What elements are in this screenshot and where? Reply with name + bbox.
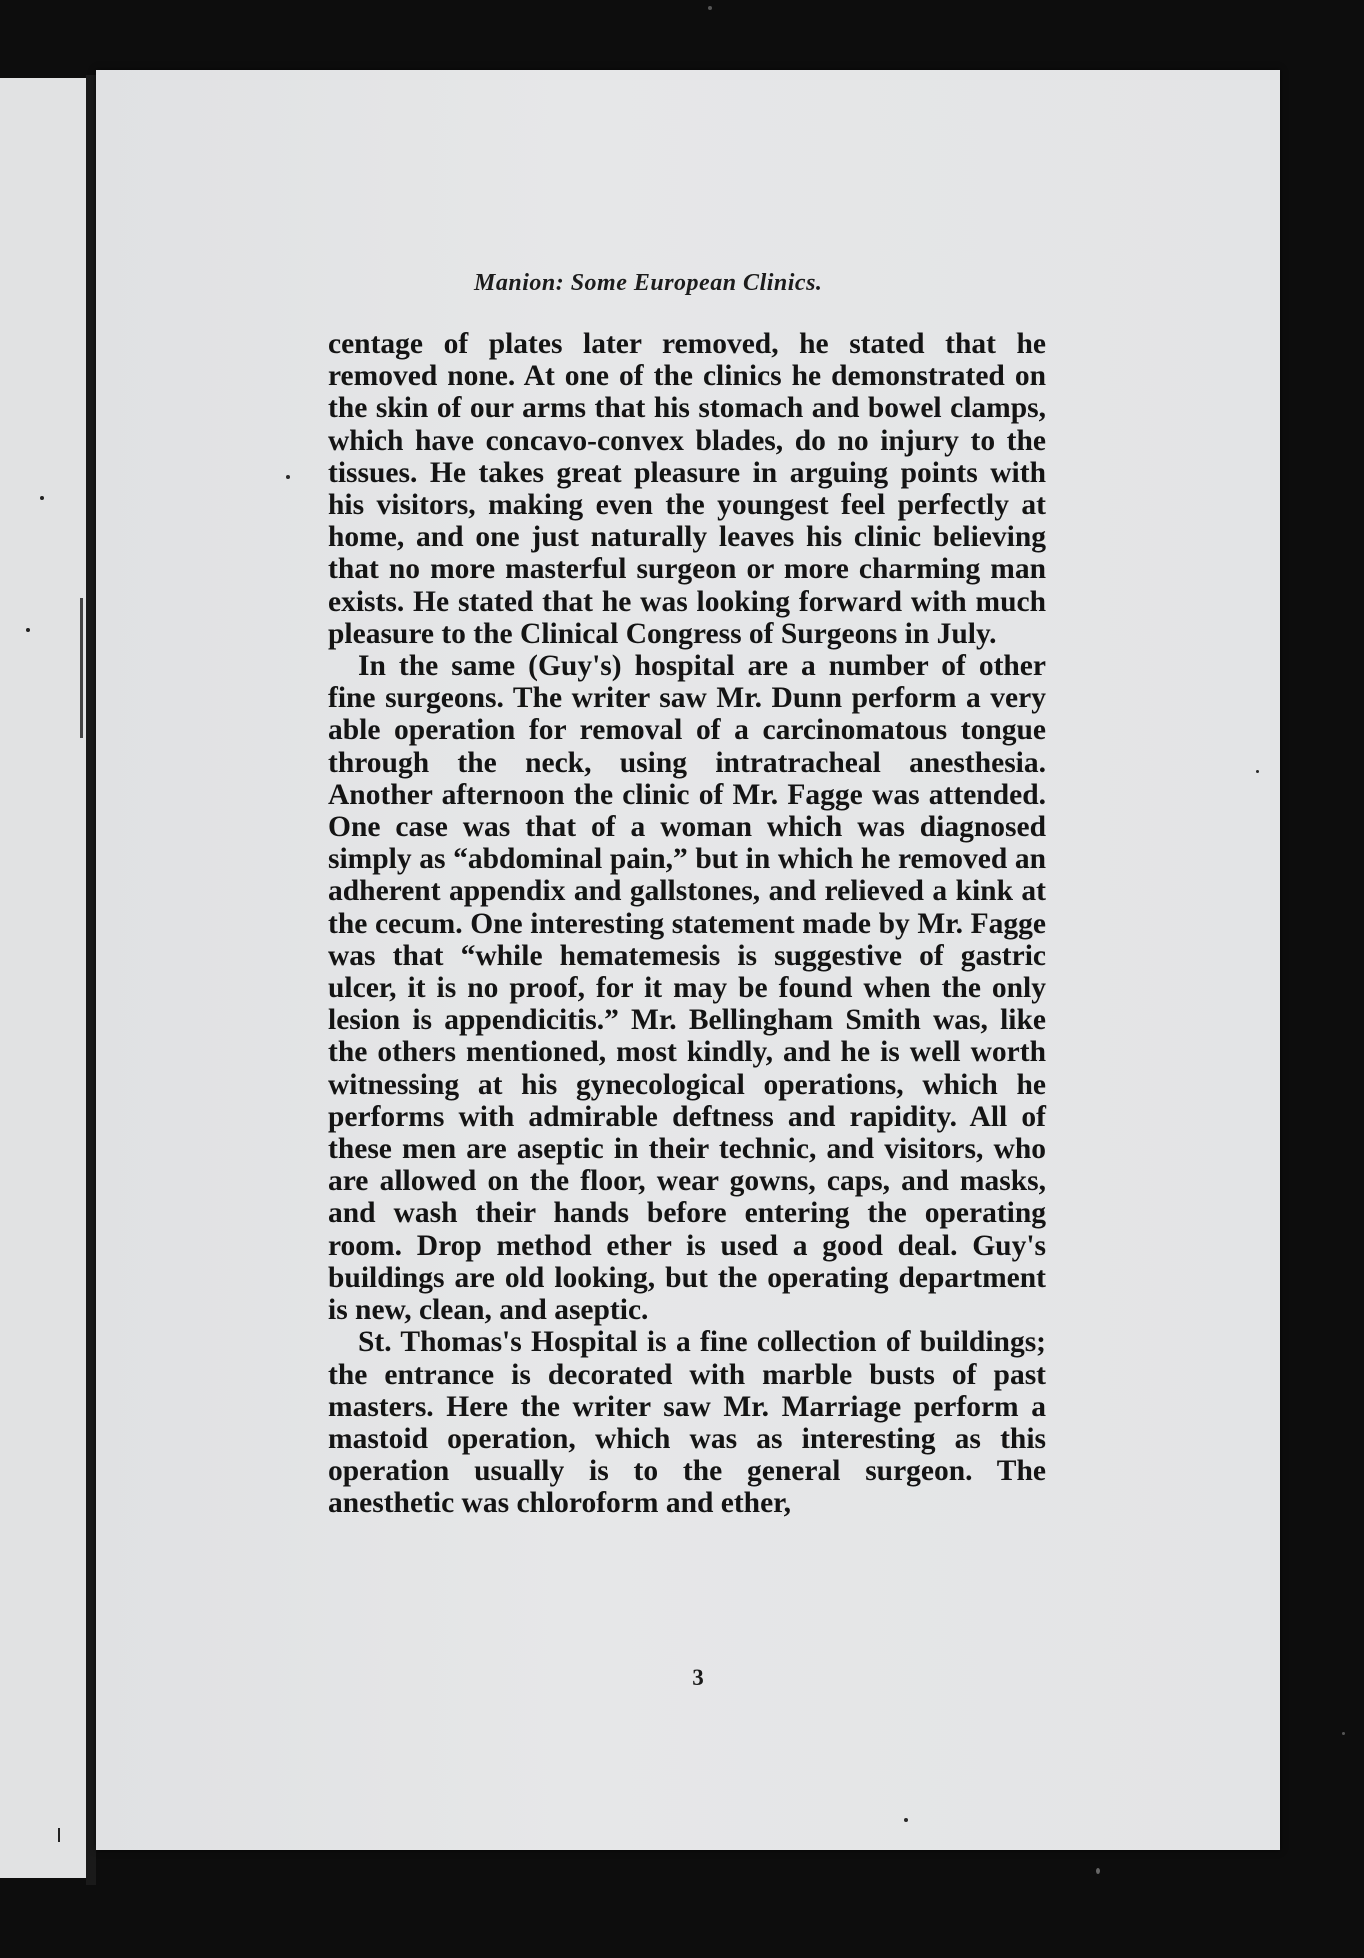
adjacent-page-strip [0,78,90,1878]
scan-speck [1342,1732,1345,1735]
scanned-page [96,70,1280,1850]
page-number: 3 [692,1665,704,1690]
scan-speck [904,1818,908,1822]
running-head: Manion: Some European Clinics. [474,270,823,296]
scan-speck [1256,770,1259,773]
scan-speck [58,1828,60,1842]
paragraph-2: In the same (Guy's) hospital are a number of other fine surgeons. The writer saw Mr. Dunn perform a very able operation for removal of a carcinomatous tongue through the neck, using intratracheal anesthesia. Another afternoon the clinic of Mr. Fagge was attended. One case was that of a woman which was diagnosed simply as “abdominal pain,” but in which he removed an adherent appendix and gallstones, and relieved a kink at the cecum. One interesting statement made by Mr. Fagge was that “while hematemesis is suggestive of gastric ulcer, it is no proof, for it may be found when the only lesion is appendicitis.” Mr. Bellingham Smith was, like the others mentioned, most kindly, and he is well worth witnessing at his gynecological operations, which he performs with admirable deftness and rapidity. All of these men are aseptic in their technic, and visitors, who are allowed on the floor, wear gowns, caps, and masks, and wash their hands before entering the operating room. Drop method ether is used a good deal. Guy's buildings are old looking, but the operating department is new, clean, and aseptic. [328,650,1046,1327]
scan-speck [26,628,30,632]
scan-speck [286,475,290,479]
scan-speck [80,598,83,738]
body-text [328,328,1046,1520]
scan-speck [708,6,712,10]
paragraph-1: centage of plates later removed, he stated that he removed none. At one of the clinics he demonstrated on the skin of our arms that his stomach and bowel clamps, which have concavo-convex blades, do no injury to the tissues. He takes great pleasure in arguing points with his visitors, making even the youngest feel perfectly at home, and one just naturally leaves his clinic believing that no more masterful surgeon or more charming man exists. He stated that he was looking forward with much pleasure to the Clinical Congress of Surgeons in July. [328,328,1046,650]
scan-speck [40,496,44,500]
page-gutter [86,75,96,1885]
paragraph-3: St. Thomas's Hospital is a fine collection of buildings; the entrance is decorated with marble busts of past masters. Here the writer saw Mr. Marriage perform a mastoid operation, which was as interesting as this operation usually is to the general surgeon. The anesthetic was chloroform and ether, [328,1326,1046,1520]
scan-speck [1096,1868,1100,1874]
